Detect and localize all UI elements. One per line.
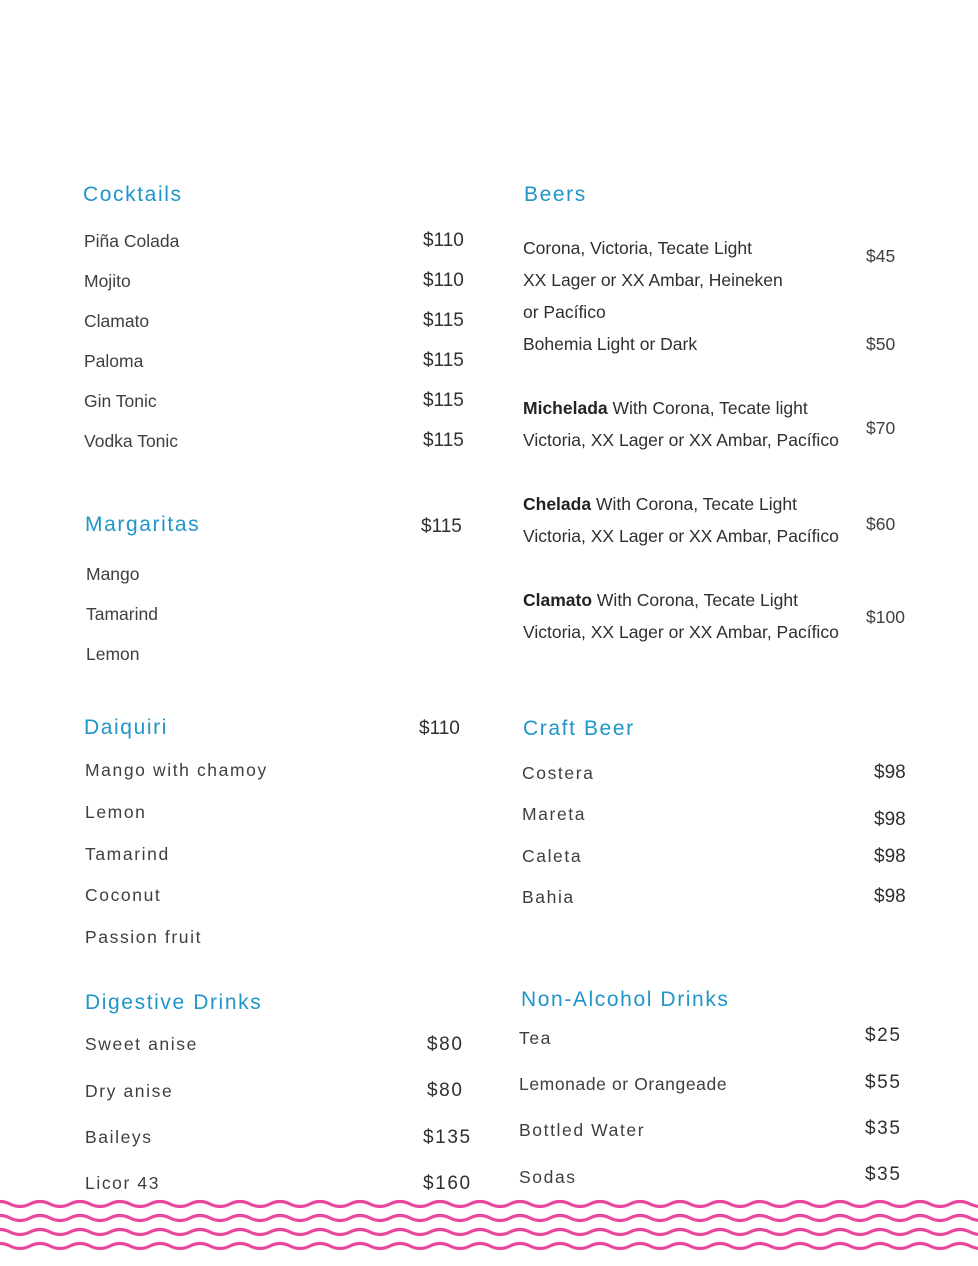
menu-item-name: Tamarind xyxy=(86,604,158,624)
menu-item-name: Passion fruit xyxy=(85,927,203,947)
beer-price: $70 xyxy=(866,418,896,438)
chelada-desc: With Corona, Tecate Light xyxy=(591,494,797,514)
menu-item-price: $98 xyxy=(874,846,906,867)
decorative-wave-border xyxy=(0,1192,978,1266)
beer-line: Corona, Victoria, Tecate Light xyxy=(523,238,752,258)
beer-line: or Pacífico xyxy=(523,302,606,322)
wave-line xyxy=(0,1244,978,1249)
beer-price: $60 xyxy=(866,514,896,534)
menu-item-name: Mojito xyxy=(84,271,131,291)
menu-item-name: Dry anise xyxy=(85,1081,174,1101)
beer-line: Bohemia Light or Dark xyxy=(523,334,698,354)
menu-item-name: Sweet anise xyxy=(85,1034,198,1054)
beer-price: $100 xyxy=(866,607,905,627)
beer-price: $45 xyxy=(866,246,896,266)
menu-item-name: Bottled Water xyxy=(519,1120,646,1140)
menu-item-name: Lemon xyxy=(85,802,147,822)
menu-item-price: $25 xyxy=(865,1025,902,1046)
menu-item-price: $35 xyxy=(865,1118,902,1139)
menu-item-name: Clamato xyxy=(84,311,150,331)
menu-item-name: Vodka Tonic xyxy=(84,431,179,451)
menu-item-name: Caleta xyxy=(522,846,583,866)
beers-heading: Beers xyxy=(524,183,587,206)
margaritas-price: $115 xyxy=(421,516,462,537)
menu-item-price: $110 xyxy=(423,270,464,291)
wave-line xyxy=(0,1202,978,1207)
cocktails-heading: Cocktails xyxy=(83,183,183,206)
clamato-line xyxy=(523,590,798,611)
beer-line: XX Lager or XX Ambar, Heineken xyxy=(523,270,783,290)
beer-price: $50 xyxy=(866,334,896,354)
menu-item-price: $35 xyxy=(865,1164,902,1185)
menu-item-name: Lemon xyxy=(86,644,140,664)
daiquiri-heading: Daiquiri xyxy=(84,716,168,739)
chelada-line xyxy=(523,494,797,515)
menu-item-price: $98 xyxy=(874,886,906,907)
beer-line: Victoria, XX Lager or XX Ambar, Pacífico xyxy=(523,526,839,546)
menu-item-name: Mareta xyxy=(522,804,587,824)
menu-item-price: $115 xyxy=(423,350,464,371)
digestive-heading: Digestive Drinks xyxy=(85,991,263,1014)
menu-item-name: Bahia xyxy=(522,887,575,907)
menu-item-name: Lemonade or Orangeade xyxy=(519,1074,728,1094)
daiquiri-price: $110 xyxy=(419,718,460,739)
menu-item-name: Tea xyxy=(519,1028,553,1048)
menu-item-price: $115 xyxy=(423,310,464,331)
menu-item-name: Baileys xyxy=(85,1127,153,1147)
michelada-title: Michelada xyxy=(523,398,608,418)
menu-item-name: Piña Colada xyxy=(84,231,180,251)
menu-item-price: $98 xyxy=(874,762,906,783)
beer-line: Victoria, XX Lager or XX Ambar, Pacífico xyxy=(523,430,839,450)
michelada-desc: With Corona, Tecate light xyxy=(607,398,808,418)
wave-line xyxy=(0,1230,978,1235)
menu-item-name: Coconut xyxy=(85,885,162,905)
menu-item-name: Sodas xyxy=(519,1167,577,1187)
clamato-desc: With Corona, Tecate Light xyxy=(592,590,798,610)
menu-item-name: Costera xyxy=(522,763,595,783)
beer-line: Victoria, XX Lager or XX Ambar, Pacífico xyxy=(523,622,839,642)
menu-item-price: $80 xyxy=(427,1080,464,1101)
menu-item-name: Mango with chamoy xyxy=(85,760,268,780)
nonalcohol-heading: Non-Alcohol Drinks xyxy=(521,988,730,1011)
menu-item-price: $115 xyxy=(423,430,464,451)
menu-item-price: $135 xyxy=(423,1127,472,1148)
wave-line xyxy=(0,1216,978,1221)
menu-item-price: $80 xyxy=(427,1034,464,1055)
michelada-line xyxy=(523,398,808,419)
menu-item-price: $110 xyxy=(423,230,464,251)
menu-item-name: Tamarind xyxy=(85,844,170,864)
margaritas-heading: Margaritas xyxy=(85,513,201,536)
menu-item-price: $98 xyxy=(874,809,906,830)
chelada-title: Chelada xyxy=(523,494,592,514)
menu-item-price: $115 xyxy=(423,390,464,411)
menu-item-price: $160 xyxy=(423,1173,472,1194)
menu-item-name: Paloma xyxy=(84,351,144,371)
menu-item-name: Licor 43 xyxy=(85,1173,161,1193)
clamato-title: Clamato xyxy=(523,590,593,610)
craft-heading: Craft Beer xyxy=(523,717,635,740)
menu-item-name: Mango xyxy=(86,564,140,584)
menu-item-price: $55 xyxy=(865,1072,902,1093)
menu-item-name: Gin Tonic xyxy=(84,391,157,411)
